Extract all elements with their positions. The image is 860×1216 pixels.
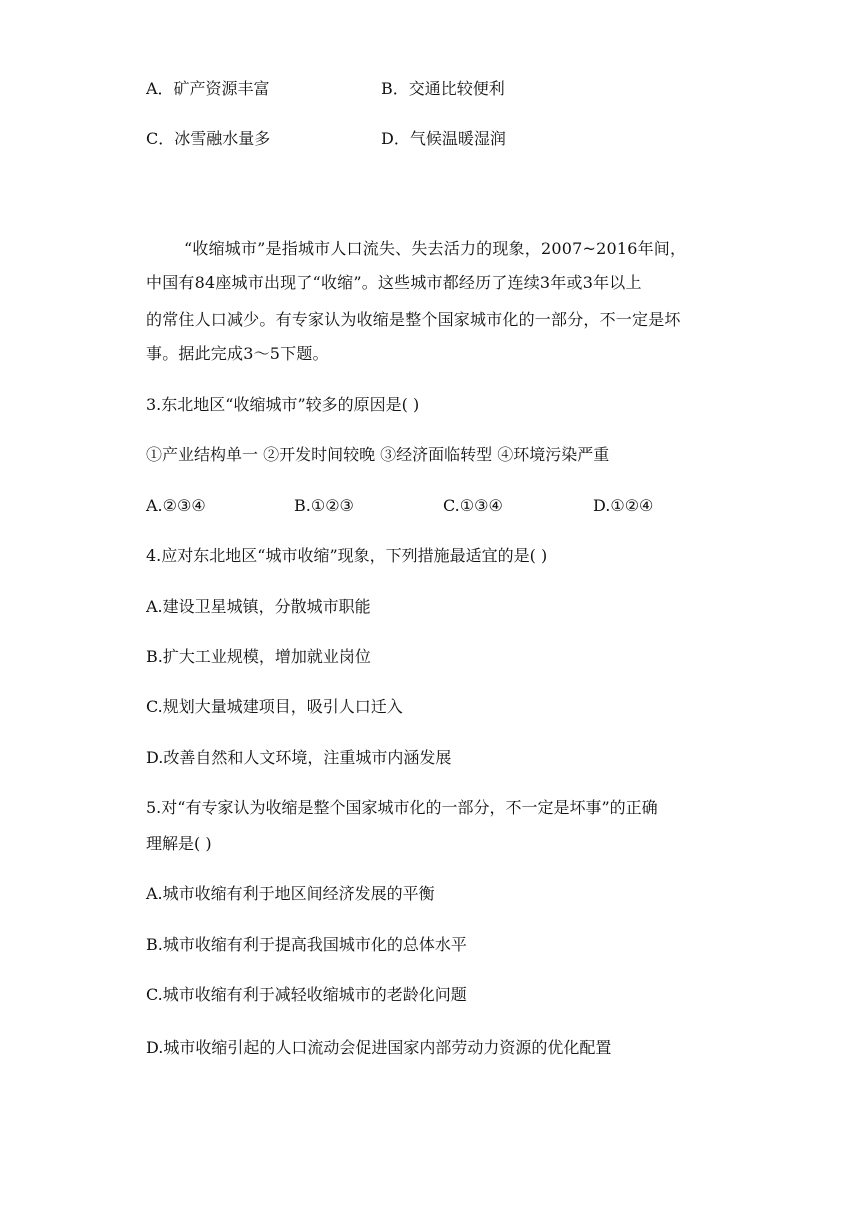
q5-stem-line-2: 理解是( ) bbox=[146, 834, 212, 853]
passage-line-1: “收缩城市”是指城市人口流失、失去活力的现象，2007~2016年间， bbox=[184, 239, 687, 258]
q3-stem: 3.东北地区“收缩城市”较多的原因是( ) bbox=[146, 395, 420, 414]
passage-line-4: 事。据此完成3～5下题。 bbox=[146, 344, 329, 363]
q4-stem: 4.应对东北地区“城市收缩”现象，下列措施最适宜的是( ) bbox=[146, 546, 548, 565]
q5-option-c: C.城市收缩有利于减轻收缩城市的老龄化问题 bbox=[146, 985, 467, 1004]
passage-line-2: 中国有84座城市出现了“收缩”。这些城市都经历了连续3年或3年以上 bbox=[146, 273, 642, 292]
q4-option-b: B.扩大工业规模，增加就业岗位 bbox=[146, 647, 371, 666]
q2-option-d: D．气候温暖湿润 bbox=[381, 129, 506, 148]
q2-option-b: B．交通比较便利 bbox=[381, 79, 505, 98]
q2-option-c: C．冰雪融水量多 bbox=[146, 129, 271, 148]
q5-stem-line-1: 5.对“有专家认为收缩是整个国家城市化的一部分，不一定是坏事”的正确 bbox=[146, 798, 658, 817]
q3-option-d: D.①②④ bbox=[593, 496, 654, 515]
q3-factors: ①产业结构单一 ②开发时间较晚 ③经济面临转型 ④环境污染严重 bbox=[146, 445, 610, 464]
q3-option-a: A.②③④ bbox=[146, 496, 206, 515]
q3-option-c: C.①③④ bbox=[443, 496, 503, 515]
q5-option-a: A.城市收缩有利于地区间经济发展的平衡 bbox=[146, 884, 435, 903]
q5-option-d: D.城市收缩引起的人口流动会促进国家内部劳动力资源的优化配置 bbox=[146, 1038, 612, 1057]
q3-option-b: B.①②③ bbox=[294, 496, 354, 515]
passage-line-3: 的常住人口减少。有专家认为收缩是整个国家城市化的一部分，不一定是坏 bbox=[146, 310, 681, 329]
q4-option-a: A.建设卫星城镇，分散城市职能 bbox=[146, 597, 371, 616]
q4-option-d: D.改善自然和人文环境，注重城市内涵发展 bbox=[146, 748, 452, 767]
q4-option-c: C.规划大量城建项目，吸引人口迁入 bbox=[146, 697, 403, 716]
q5-option-b: B.城市收缩有利于提高我国城市化的总体水平 bbox=[146, 935, 467, 954]
q2-option-a: A．矿产资源丰富 bbox=[146, 79, 270, 98]
